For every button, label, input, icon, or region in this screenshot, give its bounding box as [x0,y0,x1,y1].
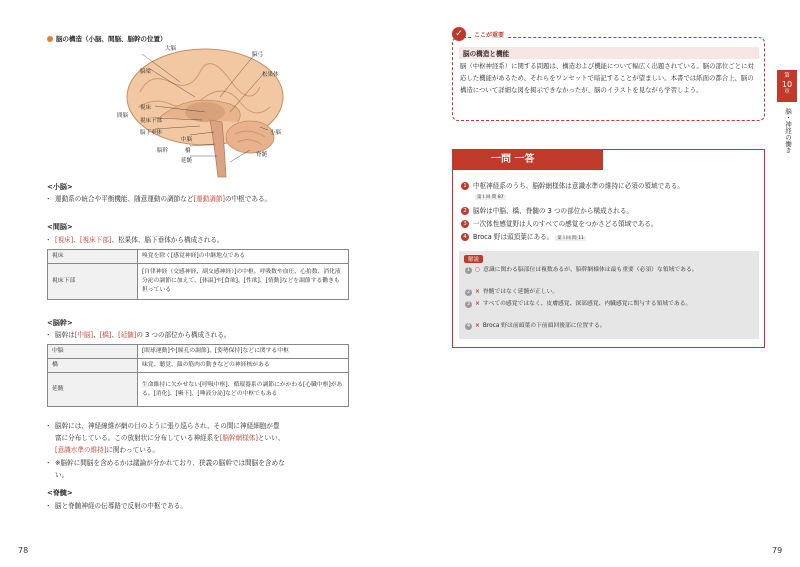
table-row: 橋 味覚、聴覚、顔の筋肉の動きなどの神経核がある [48,359,349,373]
label-sekizui: 脊髄 [256,152,268,158]
kaisetsu-label: 解説 [464,255,483,263]
table-row: 中脳 [眼球運動]や[瞳孔の調節]、[姿勢保持]などに関する中枢 [48,345,349,359]
bullet-dot-icon [47,36,53,42]
noukan-note: ・ ※脳幹に間脳を含めるかは議論が分かれており、狭義の脳幹では間脳を含めな い。 [47,457,362,481]
label-kanno: 間脳 [117,113,129,119]
answer-item: 3 × すべての感覚ではなく、皮膚感覚、深部感覚、内臓感覚に関与する領域である。 [466,301,692,307]
question-item: 2 脳幹は中脳、橋、脊髄の 3 つの部位から構成される。 [461,206,633,216]
section-kanno-title: <間脳> [47,223,73,231]
answer-item: 1 ○ 意識に関わる脳部位は複数あるが、脳幹網様体は最も重要（必須）な領域である。 [466,267,698,273]
label-noryo: 脳梁 [140,69,152,75]
important-box [452,32,765,121]
page-number-right: 79 [772,546,783,555]
label-shishou-kabu: 視床下部 [140,118,163,124]
section-sekizui-title: <脊髄> [47,489,73,497]
chapter-title: 脳・神経の働き [784,108,792,154]
figure-title: 脳の構造（小脳、間脳、脳幹の位置） [47,34,167,43]
section-shono-title: <小脳> [47,183,73,191]
question-item: 1 中枢神経系のうち、脳幹網様体は意識水準の維持に必須の領域である。 第１回 問 87 [461,181,684,203]
kanno-text: ・ [視床]、[視床下部]、松果体、脳下垂体から構成される。 [47,234,362,246]
page-number-left: 78 [18,546,29,555]
question-item: 3 一次体性感覚野は人のすべての感覚をつかさどる領域である。 [461,219,658,229]
important-text: 脳（中枢神経系）に関する問題は、構造および機能について幅広く出題されている。脳の部位ごとに対応した機能があるため、それらをワンセットで暗記することが望ましい。本書では紙面の都合上、脳の構造について詳細な図を掲示できなかったが、脳のイラストを見ながら学習しよう。 [460,62,754,94]
important-label: ここが重要 [471,30,507,39]
label-kyo: 橋 [185,148,191,154]
label-kasuitai: 脳下垂体 [140,130,163,136]
label-shono: 小脳 [270,130,282,136]
label-shotai: 松果体 [262,72,279,78]
noukan-text: ・ 脳幹は[中脳]、[橋]、[延髄]の 3 つの部位から構成される。 [47,329,362,341]
important-title: 脳の構造と機能 [459,47,759,59]
noukan-table [47,344,349,407]
chapter-tab: 第 10 章 [777,70,797,102]
sekizui-text: ・ 脳と脊髄神経の伝導路で反射の中枢である。 [47,500,362,512]
answer-item: 2 × 脊髄ではなく延髄が正しい。 [466,289,559,295]
shono-text: ・ 運動系の統合や平衡機能、随意運動の調節など[運動調節]の中枢である。 [47,193,362,205]
label-daino: 大脳 [165,46,177,52]
label-enzui: 延髄 [181,158,193,164]
check-icon: ✓ [452,27,466,41]
section-noukan-title: <脳幹> [47,319,73,327]
table-row: 延髄 生命維持に欠かせない[呼吸中枢]、循環器系の調節にかかわる[心臓中枢]がある。[消化]、[嚥下]、[唾液分泌]などの中枢でもある [48,373,349,407]
answer-item: 4 × Broca 野は前頭葉の下前頭回後部に位置する。 [466,323,606,329]
question-item: 4 Broca 野は頭頂葉にある。 第１回 問 11 [461,232,586,244]
table-row: 視床 嗅覚を除く[感覚神経]の中継地点である [48,250,349,264]
label-shishou: 視床 [140,105,152,111]
noukan-paragraph: ・ 脳幹には、神経線維が網の目のように張り巡らされ、その間に神経細胞が豊 富に分布している。この放射状に分布している神経系を[脳幹網様体]といい、 [意識水準の維持]に関わっている。 [47,420,362,456]
table-row: 視床下部 [自律神経（交感神経、副交感神経）]の中枢。呼吸数や血圧、心拍数、消化液分泌の調節に加えて、[体温]や[食欲]、[性欲]、[情動]などを調節する働きも担っている [48,264,349,300]
label-noukyu: 脳弓 [252,52,264,58]
ichimon-header: 一問 一答 [453,150,603,170]
label-noukan: 脳幹 [157,148,169,154]
label-chuno: 中脳 [181,137,193,143]
answer-box [459,251,759,339]
kanno-table [47,249,349,300]
brain-illustration [110,42,300,180]
